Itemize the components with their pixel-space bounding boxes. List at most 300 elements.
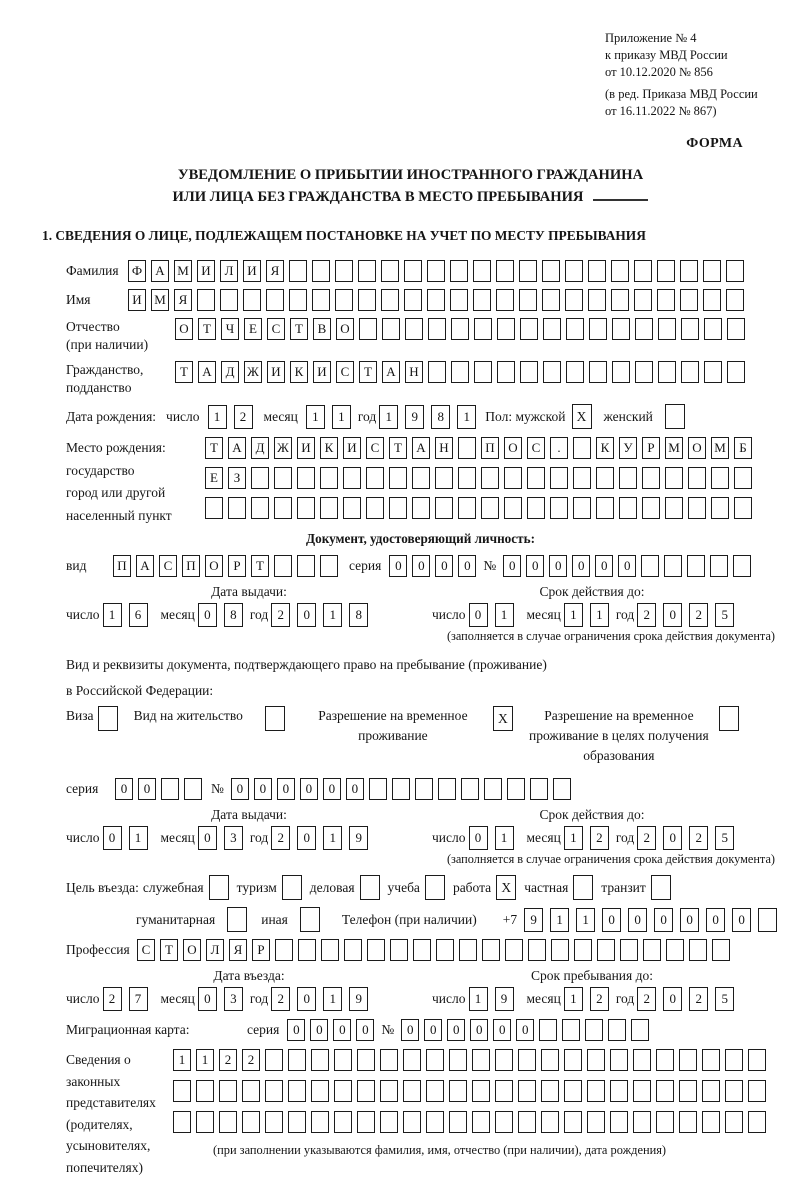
char-cell[interactable]: [527, 467, 545, 489]
char-cell[interactable]: 7: [129, 987, 148, 1011]
char-cell[interactable]: Н: [435, 437, 453, 459]
char-cell[interactable]: [474, 361, 492, 383]
char-cell[interactable]: М: [174, 260, 192, 282]
char-cell[interactable]: Л: [220, 260, 238, 282]
char-cell[interactable]: [288, 1080, 306, 1102]
char-cell[interactable]: [459, 939, 477, 961]
char-cell[interactable]: Б: [734, 437, 752, 459]
char-cell[interactable]: [597, 939, 615, 961]
char-cell[interactable]: [566, 318, 584, 340]
char-cell[interactable]: 0: [516, 1019, 534, 1041]
char-cell[interactable]: [550, 467, 568, 489]
char-cell[interactable]: [634, 289, 652, 311]
char-cell[interactable]: [679, 1080, 697, 1102]
char-cell[interactable]: О: [205, 555, 223, 577]
char-cell[interactable]: 1: [469, 987, 488, 1011]
char-cell[interactable]: [519, 289, 537, 311]
char-cell[interactable]: [366, 467, 384, 489]
char-cell[interactable]: П: [481, 437, 499, 459]
char-cell[interactable]: У: [619, 437, 637, 459]
char-cell[interactable]: [574, 939, 592, 961]
char-cell[interactable]: Н: [405, 361, 423, 383]
char-cell[interactable]: [320, 555, 338, 577]
char-cell[interactable]: 0: [297, 603, 316, 627]
char-cell[interactable]: [635, 361, 653, 383]
char-cell[interactable]: [173, 1080, 191, 1102]
char-cell[interactable]: [242, 1080, 260, 1102]
char-cell[interactable]: [680, 289, 698, 311]
char-cell[interactable]: [726, 289, 744, 311]
char-cell[interactable]: [665, 497, 683, 519]
char-cell[interactable]: 0: [346, 778, 364, 800]
char-cell[interactable]: 0: [297, 987, 316, 1011]
char-cell[interactable]: [389, 467, 407, 489]
char-cell[interactable]: [458, 497, 476, 519]
char-cell[interactable]: [681, 318, 699, 340]
char-cell[interactable]: 1: [332, 405, 351, 429]
char-cell[interactable]: 0: [572, 555, 590, 577]
char-cell[interactable]: [266, 289, 284, 311]
char-cell[interactable]: 0: [549, 555, 567, 577]
char-cell[interactable]: 0: [115, 778, 133, 800]
visa-checkbox[interactable]: [98, 706, 118, 731]
char-cell[interactable]: 0: [103, 826, 122, 850]
gender-male-checkbox[interactable]: X: [572, 404, 592, 429]
char-cell[interactable]: [289, 260, 307, 282]
char-cell[interactable]: [702, 1111, 720, 1133]
char-cell[interactable]: [449, 1111, 467, 1133]
char-cell[interactable]: [748, 1111, 766, 1133]
char-cell[interactable]: 8: [431, 405, 450, 429]
char-cell[interactable]: [367, 939, 385, 961]
char-cell[interactable]: [565, 289, 583, 311]
char-cell[interactable]: [610, 1111, 628, 1133]
char-cell[interactable]: [520, 361, 538, 383]
char-cell[interactable]: О: [504, 437, 522, 459]
char-cell[interactable]: [619, 467, 637, 489]
gender-female-checkbox[interactable]: [665, 404, 685, 429]
char-cell[interactable]: [265, 1080, 283, 1102]
char-cell[interactable]: [528, 939, 546, 961]
char-cell[interactable]: [484, 778, 502, 800]
char-cell[interactable]: [289, 289, 307, 311]
char-cell[interactable]: Я: [266, 260, 284, 282]
char-cell[interactable]: 1: [590, 603, 609, 627]
char-cell[interactable]: [461, 778, 479, 800]
char-cell[interactable]: [725, 1080, 743, 1102]
char-cell[interactable]: [727, 318, 745, 340]
char-cell[interactable]: [704, 318, 722, 340]
char-cell[interactable]: [242, 1111, 260, 1133]
char-cell[interactable]: [518, 1080, 536, 1102]
char-cell[interactable]: М: [711, 437, 729, 459]
char-cell[interactable]: М: [665, 437, 683, 459]
char-cell[interactable]: [358, 289, 376, 311]
char-cell[interactable]: 8: [349, 603, 368, 627]
char-cell[interactable]: [657, 260, 675, 282]
char-cell[interactable]: [335, 260, 353, 282]
char-cell[interactable]: [643, 939, 661, 961]
char-cell[interactable]: [343, 497, 361, 519]
char-cell[interactable]: [679, 1111, 697, 1133]
char-cell[interactable]: [184, 778, 202, 800]
char-cell[interactable]: [357, 1049, 375, 1071]
char-cell[interactable]: [312, 260, 330, 282]
char-cell[interactable]: [758, 908, 777, 932]
char-cell[interactable]: [520, 318, 538, 340]
char-cell[interactable]: С: [366, 437, 384, 459]
char-cell[interactable]: [366, 497, 384, 519]
purpose-business-checkbox[interactable]: [360, 875, 380, 900]
char-cell[interactable]: 0: [297, 826, 316, 850]
char-cell[interactable]: 2: [271, 987, 290, 1011]
char-cell[interactable]: [381, 260, 399, 282]
char-cell[interactable]: Т: [205, 437, 223, 459]
char-cell[interactable]: [596, 497, 614, 519]
char-cell[interactable]: [495, 1080, 513, 1102]
char-cell[interactable]: 2: [103, 987, 122, 1011]
char-cell[interactable]: [274, 555, 292, 577]
char-cell[interactable]: [656, 1111, 674, 1133]
char-cell[interactable]: [620, 939, 638, 961]
char-cell[interactable]: [505, 939, 523, 961]
char-cell[interactable]: [564, 1080, 582, 1102]
purpose-tourism-checkbox[interactable]: [282, 875, 302, 900]
char-cell[interactable]: Я: [174, 289, 192, 311]
char-cell[interactable]: [196, 1080, 214, 1102]
char-cell[interactable]: 0: [663, 987, 682, 1011]
char-cell[interactable]: [381, 289, 399, 311]
char-cell[interactable]: 6: [129, 603, 148, 627]
char-cell[interactable]: 3: [224, 987, 243, 1011]
char-cell[interactable]: [495, 1111, 513, 1133]
char-cell[interactable]: [251, 497, 269, 519]
char-cell[interactable]: [642, 467, 660, 489]
char-cell[interactable]: [344, 939, 362, 961]
char-cell[interactable]: 2: [689, 826, 708, 850]
char-cell[interactable]: 1: [323, 826, 342, 850]
char-cell[interactable]: [585, 1019, 603, 1041]
char-cell[interactable]: [358, 260, 376, 282]
char-cell[interactable]: Т: [359, 361, 377, 383]
char-cell[interactable]: [251, 467, 269, 489]
char-cell[interactable]: [703, 260, 721, 282]
purpose-humanitarian-checkbox[interactable]: [227, 907, 247, 932]
char-cell[interactable]: [658, 361, 676, 383]
char-cell[interactable]: [748, 1049, 766, 1071]
char-cell[interactable]: 0: [663, 826, 682, 850]
char-cell[interactable]: [436, 939, 454, 961]
char-cell[interactable]: [297, 555, 315, 577]
char-cell[interactable]: 0: [287, 1019, 305, 1041]
char-cell[interactable]: [320, 467, 338, 489]
char-cell[interactable]: 0: [595, 555, 613, 577]
char-cell[interactable]: 2: [637, 603, 656, 627]
char-cell[interactable]: [297, 467, 315, 489]
char-cell[interactable]: [312, 289, 330, 311]
char-cell[interactable]: [274, 497, 292, 519]
char-cell[interactable]: [588, 260, 606, 282]
char-cell[interactable]: [635, 318, 653, 340]
char-cell[interactable]: 2: [234, 405, 253, 429]
char-cell[interactable]: [205, 497, 223, 519]
char-cell[interactable]: 0: [401, 1019, 419, 1041]
char-cell[interactable]: [702, 1080, 720, 1102]
char-cell[interactable]: [426, 1049, 444, 1071]
char-cell[interactable]: [369, 778, 387, 800]
char-cell[interactable]: [428, 318, 446, 340]
char-cell[interactable]: 0: [458, 555, 476, 577]
char-cell[interactable]: [427, 260, 445, 282]
char-cell[interactable]: А: [412, 437, 430, 459]
char-cell[interactable]: 0: [198, 603, 217, 627]
char-cell[interactable]: [734, 497, 752, 519]
char-cell[interactable]: [589, 361, 607, 383]
char-cell[interactable]: И: [297, 437, 315, 459]
char-cell[interactable]: С: [267, 318, 285, 340]
char-cell[interactable]: [427, 289, 445, 311]
char-cell[interactable]: [562, 1019, 580, 1041]
char-cell[interactable]: К: [290, 361, 308, 383]
char-cell[interactable]: [587, 1049, 605, 1071]
char-cell[interactable]: 5: [715, 826, 734, 850]
char-cell[interactable]: А: [382, 361, 400, 383]
char-cell[interactable]: [404, 260, 422, 282]
char-cell[interactable]: [161, 778, 179, 800]
char-cell[interactable]: .: [550, 437, 568, 459]
char-cell[interactable]: [412, 467, 430, 489]
char-cell[interactable]: [587, 1111, 605, 1133]
char-cell[interactable]: [657, 289, 675, 311]
char-cell[interactable]: [642, 497, 660, 519]
char-cell[interactable]: Т: [290, 318, 308, 340]
char-cell[interactable]: [449, 1080, 467, 1102]
char-cell[interactable]: [551, 939, 569, 961]
char-cell[interactable]: [404, 289, 422, 311]
char-cell[interactable]: 1: [564, 603, 583, 627]
char-cell[interactable]: [426, 1080, 444, 1102]
char-cell[interactable]: 2: [242, 1049, 260, 1071]
char-cell[interactable]: Т: [389, 437, 407, 459]
char-cell[interactable]: [435, 497, 453, 519]
char-cell[interactable]: [403, 1080, 421, 1102]
char-cell[interactable]: И: [267, 361, 285, 383]
char-cell[interactable]: 0: [254, 778, 272, 800]
char-cell[interactable]: [612, 361, 630, 383]
char-cell[interactable]: 0: [654, 908, 673, 932]
char-cell[interactable]: [504, 497, 522, 519]
char-cell[interactable]: [219, 1111, 237, 1133]
char-cell[interactable]: Т: [198, 318, 216, 340]
char-cell[interactable]: [608, 1019, 626, 1041]
char-cell[interactable]: 0: [310, 1019, 328, 1041]
char-cell[interactable]: 1: [323, 987, 342, 1011]
char-cell[interactable]: [573, 437, 591, 459]
char-cell[interactable]: 0: [198, 987, 217, 1011]
char-cell[interactable]: [343, 467, 361, 489]
char-cell[interactable]: [712, 939, 730, 961]
char-cell[interactable]: 0: [435, 555, 453, 577]
char-cell[interactable]: П: [182, 555, 200, 577]
char-cell[interactable]: 0: [503, 555, 521, 577]
char-cell[interactable]: Я: [229, 939, 247, 961]
purpose-study-checkbox[interactable]: [425, 875, 445, 900]
char-cell[interactable]: З: [228, 467, 246, 489]
char-cell[interactable]: [458, 437, 476, 459]
char-cell[interactable]: 0: [628, 908, 647, 932]
char-cell[interactable]: 2: [637, 826, 656, 850]
char-cell[interactable]: [633, 1080, 651, 1102]
char-cell[interactable]: 0: [680, 908, 699, 932]
char-cell[interactable]: Л: [206, 939, 224, 961]
char-cell[interactable]: 1: [564, 987, 583, 1011]
char-cell[interactable]: [711, 467, 729, 489]
purpose-work-checkbox[interactable]: X: [496, 875, 516, 900]
char-cell[interactable]: [518, 1049, 536, 1071]
purpose-other-checkbox[interactable]: [300, 907, 320, 932]
char-cell[interactable]: А: [198, 361, 216, 383]
char-cell[interactable]: 0: [198, 826, 217, 850]
char-cell[interactable]: [413, 939, 431, 961]
char-cell[interactable]: [530, 778, 548, 800]
char-cell[interactable]: Ф: [128, 260, 146, 282]
char-cell[interactable]: Е: [205, 467, 223, 489]
char-cell[interactable]: 0: [138, 778, 156, 800]
char-cell[interactable]: [275, 939, 293, 961]
char-cell[interactable]: [725, 1049, 743, 1071]
char-cell[interactable]: [334, 1080, 352, 1102]
char-cell[interactable]: 5: [715, 987, 734, 1011]
char-cell[interactable]: 1: [495, 603, 514, 627]
char-cell[interactable]: [564, 1049, 582, 1071]
char-cell[interactable]: [541, 1111, 559, 1133]
char-cell[interactable]: [298, 939, 316, 961]
char-cell[interactable]: 2: [590, 987, 609, 1011]
char-cell[interactable]: 2: [689, 987, 708, 1011]
char-cell[interactable]: [288, 1049, 306, 1071]
char-cell[interactable]: [243, 289, 261, 311]
char-cell[interactable]: [543, 361, 561, 383]
char-cell[interactable]: [311, 1111, 329, 1133]
char-cell[interactable]: [610, 1049, 628, 1071]
char-cell[interactable]: Е: [244, 318, 262, 340]
char-cell[interactable]: 2: [637, 987, 656, 1011]
char-cell[interactable]: [473, 260, 491, 282]
char-cell[interactable]: О: [336, 318, 354, 340]
char-cell[interactable]: М: [151, 289, 169, 311]
char-cell[interactable]: [359, 318, 377, 340]
char-cell[interactable]: [507, 778, 525, 800]
char-cell[interactable]: [450, 260, 468, 282]
char-cell[interactable]: 1: [323, 603, 342, 627]
char-cell[interactable]: [474, 318, 492, 340]
temporary-residence-education-checkbox[interactable]: [719, 706, 739, 731]
char-cell[interactable]: С: [336, 361, 354, 383]
char-cell[interactable]: [428, 361, 446, 383]
char-cell[interactable]: А: [136, 555, 154, 577]
char-cell[interactable]: Т: [251, 555, 269, 577]
char-cell[interactable]: 9: [349, 987, 368, 1011]
char-cell[interactable]: 2: [271, 603, 290, 627]
char-cell[interactable]: 3: [224, 826, 243, 850]
char-cell[interactable]: А: [151, 260, 169, 282]
char-cell[interactable]: [619, 497, 637, 519]
char-cell[interactable]: И: [128, 289, 146, 311]
char-cell[interactable]: [711, 497, 729, 519]
char-cell[interactable]: [641, 555, 659, 577]
char-cell[interactable]: [564, 1111, 582, 1133]
char-cell[interactable]: [321, 939, 339, 961]
char-cell[interactable]: [482, 939, 500, 961]
char-cell[interactable]: 0: [231, 778, 249, 800]
char-cell[interactable]: [596, 467, 614, 489]
char-cell[interactable]: Р: [252, 939, 270, 961]
char-cell[interactable]: [311, 1049, 329, 1071]
char-cell[interactable]: 1: [208, 405, 227, 429]
char-cell[interactable]: [265, 1111, 283, 1133]
char-cell[interactable]: [197, 289, 215, 311]
char-cell[interactable]: [357, 1080, 375, 1102]
char-cell[interactable]: [689, 939, 707, 961]
char-cell[interactable]: [727, 361, 745, 383]
char-cell[interactable]: И: [313, 361, 331, 383]
char-cell[interactable]: 1: [129, 826, 148, 850]
char-cell[interactable]: [438, 778, 456, 800]
char-cell[interactable]: [435, 467, 453, 489]
char-cell[interactable]: 1: [196, 1049, 214, 1071]
char-cell[interactable]: В: [313, 318, 331, 340]
char-cell[interactable]: И: [343, 437, 361, 459]
char-cell[interactable]: И: [243, 260, 261, 282]
char-cell[interactable]: 0: [333, 1019, 351, 1041]
char-cell[interactable]: [335, 289, 353, 311]
char-cell[interactable]: [357, 1111, 375, 1133]
char-cell[interactable]: А: [228, 437, 246, 459]
char-cell[interactable]: 5: [715, 603, 734, 627]
char-cell[interactable]: [380, 1111, 398, 1133]
char-cell[interactable]: 0: [602, 908, 621, 932]
char-cell[interactable]: [734, 467, 752, 489]
char-cell[interactable]: [702, 1049, 720, 1071]
char-cell[interactable]: [219, 1080, 237, 1102]
char-cell[interactable]: [451, 318, 469, 340]
char-cell[interactable]: [634, 260, 652, 282]
char-cell[interactable]: [496, 260, 514, 282]
char-cell[interactable]: [380, 1080, 398, 1102]
char-cell[interactable]: 2: [590, 826, 609, 850]
char-cell[interactable]: К: [596, 437, 614, 459]
char-cell[interactable]: [611, 260, 629, 282]
char-cell[interactable]: Р: [642, 437, 660, 459]
char-cell[interactable]: [481, 497, 499, 519]
char-cell[interactable]: 0: [277, 778, 295, 800]
char-cell[interactable]: [334, 1049, 352, 1071]
char-cell[interactable]: [633, 1111, 651, 1133]
char-cell[interactable]: [748, 1080, 766, 1102]
char-cell[interactable]: [415, 778, 433, 800]
char-cell[interactable]: [450, 289, 468, 311]
char-cell[interactable]: [504, 467, 522, 489]
temporary-residence-checkbox[interactable]: X: [493, 706, 513, 731]
char-cell[interactable]: [497, 361, 515, 383]
char-cell[interactable]: 0: [663, 603, 682, 627]
char-cell[interactable]: [541, 1049, 559, 1071]
char-cell[interactable]: [481, 467, 499, 489]
char-cell[interactable]: [518, 1111, 536, 1133]
char-cell[interactable]: [553, 778, 571, 800]
char-cell[interactable]: 0: [424, 1019, 442, 1041]
char-cell[interactable]: [173, 1111, 191, 1133]
